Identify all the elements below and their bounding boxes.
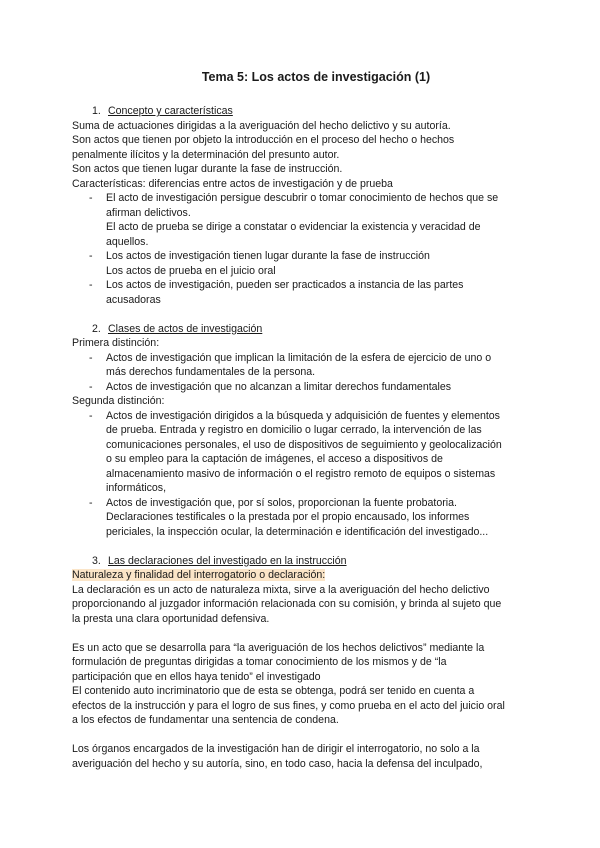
highlight: Naturaleza y finalidad del interrogatorio o declaración: [72, 569, 326, 581]
paragraph: Primera distinción: [72, 337, 160, 349]
second-distinction-list [72, 409, 560, 540]
line: El acto de prueba se dirige a constatar o evidenciar la existencia y veracidad de [106, 221, 481, 233]
section-2-title: Clases de actos de investigación [108, 322, 263, 335]
line: afirman delictivos. [106, 206, 191, 219]
list-item [72, 496, 560, 540]
spacer [72, 307, 560, 322]
line: Declaraciones testificales o la prestada por el propio encausado, los informes [106, 511, 470, 523]
paragraph: Suma de actuaciones dirigidas a la averiguación del hecho delictivo y su autoría. [72, 119, 451, 132]
line: - Actos de investigación dirigidos a la búsqueda y adquisición de fuentes y elementos [106, 409, 500, 422]
line: de prueba. Entrada y registro en domicilio o lugar cerrado, la intervención de las [106, 424, 482, 436]
paragraph: penalmente ilícitos y la determinación del presunto autor. [72, 148, 340, 161]
line: - Actos de investigación que, por sí solos, proporcionan la fuente probatoria. [106, 496, 457, 509]
line: almacenamiento masivo de información o el registro remoto de equipos o sistemas [106, 467, 496, 480]
paragraph: formulación de preguntas dirigidas a tomar conocimiento de los mismos y de “la [72, 656, 447, 668]
line: comunicaciones personales, el uso de dispositivos de seguimiento y geolocalización [106, 438, 502, 451]
paragraph: Segunda distinción: [72, 395, 165, 407]
first-distinction-list [72, 351, 560, 395]
line: Los actos de prueba en el juicio oral [106, 264, 276, 277]
paragraph: averiguación del hecho y su autoría, sino, en todo caso, hacia la defensa del inculpado, [72, 757, 483, 770]
line: - Los actos de investigación, pueden ser practicados a instancia de las partes [106, 279, 464, 291]
document-title: Tema 5: Los actos de investigación (1) [201, 70, 431, 84]
spacer [72, 539, 560, 554]
characteristics-list [72, 191, 560, 307]
section-1-title: Concepto y características [108, 105, 233, 117]
list-item [72, 191, 560, 249]
paragraph: Los órganos encargados de la investigación han de dirigir el interrogatorio, no solo a la [72, 743, 480, 755]
line: acusadoras [106, 293, 161, 306]
section-3-title: Las declaraciones del investigado en la instrucción [108, 554, 347, 567]
list-item [72, 409, 560, 496]
line: periciales, la inspección ocular, la determinación e identificación del investigado... [106, 525, 489, 538]
list-item [72, 380, 560, 395]
list-item [72, 351, 560, 380]
line: - Los actos de investigación tienen lugar durante la fase de instrucción [106, 250, 430, 262]
spacer [72, 626, 560, 641]
line: informáticos, [106, 482, 167, 494]
paragraph: proporcionando al juzgador información relacionada con su comisión, y brinda al sujeto que [72, 598, 502, 610]
paragraph: Son actos que tienen por objeto la introducción en el proceso del hecho o hechos [72, 134, 455, 146]
section-3-heading [72, 554, 560, 569]
paragraph: efectos de la instrucción y para el logro de sus fines, y como prueba en el acto del juicio oral [72, 699, 505, 712]
spacer [72, 728, 560, 743]
line: más derechos fundamentales de la persona. [106, 366, 316, 378]
list-item [72, 278, 560, 307]
paragraph: Es un acto que se desarrolla para “la averiguación de los hechos delictivos” mediante la [72, 641, 485, 654]
list-item [72, 249, 560, 278]
line: - Actos de investigación que implican la limitación de la esfera de ejercicio de uno o [106, 351, 492, 364]
paragraph: a los efectos de fundamentar una sentencia de condena. [72, 714, 339, 726]
paragraph: Características: diferencias entre actos de investigación y de prueba [72, 177, 393, 190]
highlighted-subheading [72, 568, 560, 583]
section-1-heading [72, 104, 560, 119]
paragraph: Son actos que tienen lugar durante la fase de instrucción. [72, 163, 343, 175]
section-2-number: 2. [92, 322, 101, 335]
paragraph: La declaración es un acto de naturaleza mixta, sirve a la averiguación del hecho delictivo [72, 583, 490, 596]
paragraph: El contenido auto incriminatorio que de esta se obtenga, podrá ser tenido en cuenta a [72, 685, 475, 697]
section-2-heading [72, 322, 560, 337]
line: - El acto de investigación persigue descubrir o tomar conocimiento de hechos que se [106, 192, 499, 204]
paragraph: participación que en ellos haya tenido” el investigado [72, 670, 321, 683]
line: - Actos de investigación que no alcanzan a limitar derechos fundamentales [106, 380, 452, 393]
line: o su empleo para la captación de imágenes, el acceso a dispositivos de [106, 453, 443, 465]
section-1-number: 1. [92, 105, 101, 117]
paragraph: la presta una clara oportunidad defensiva. [72, 612, 270, 625]
line: aquellos. [106, 235, 149, 248]
section-3-number: 3. [92, 554, 101, 567]
